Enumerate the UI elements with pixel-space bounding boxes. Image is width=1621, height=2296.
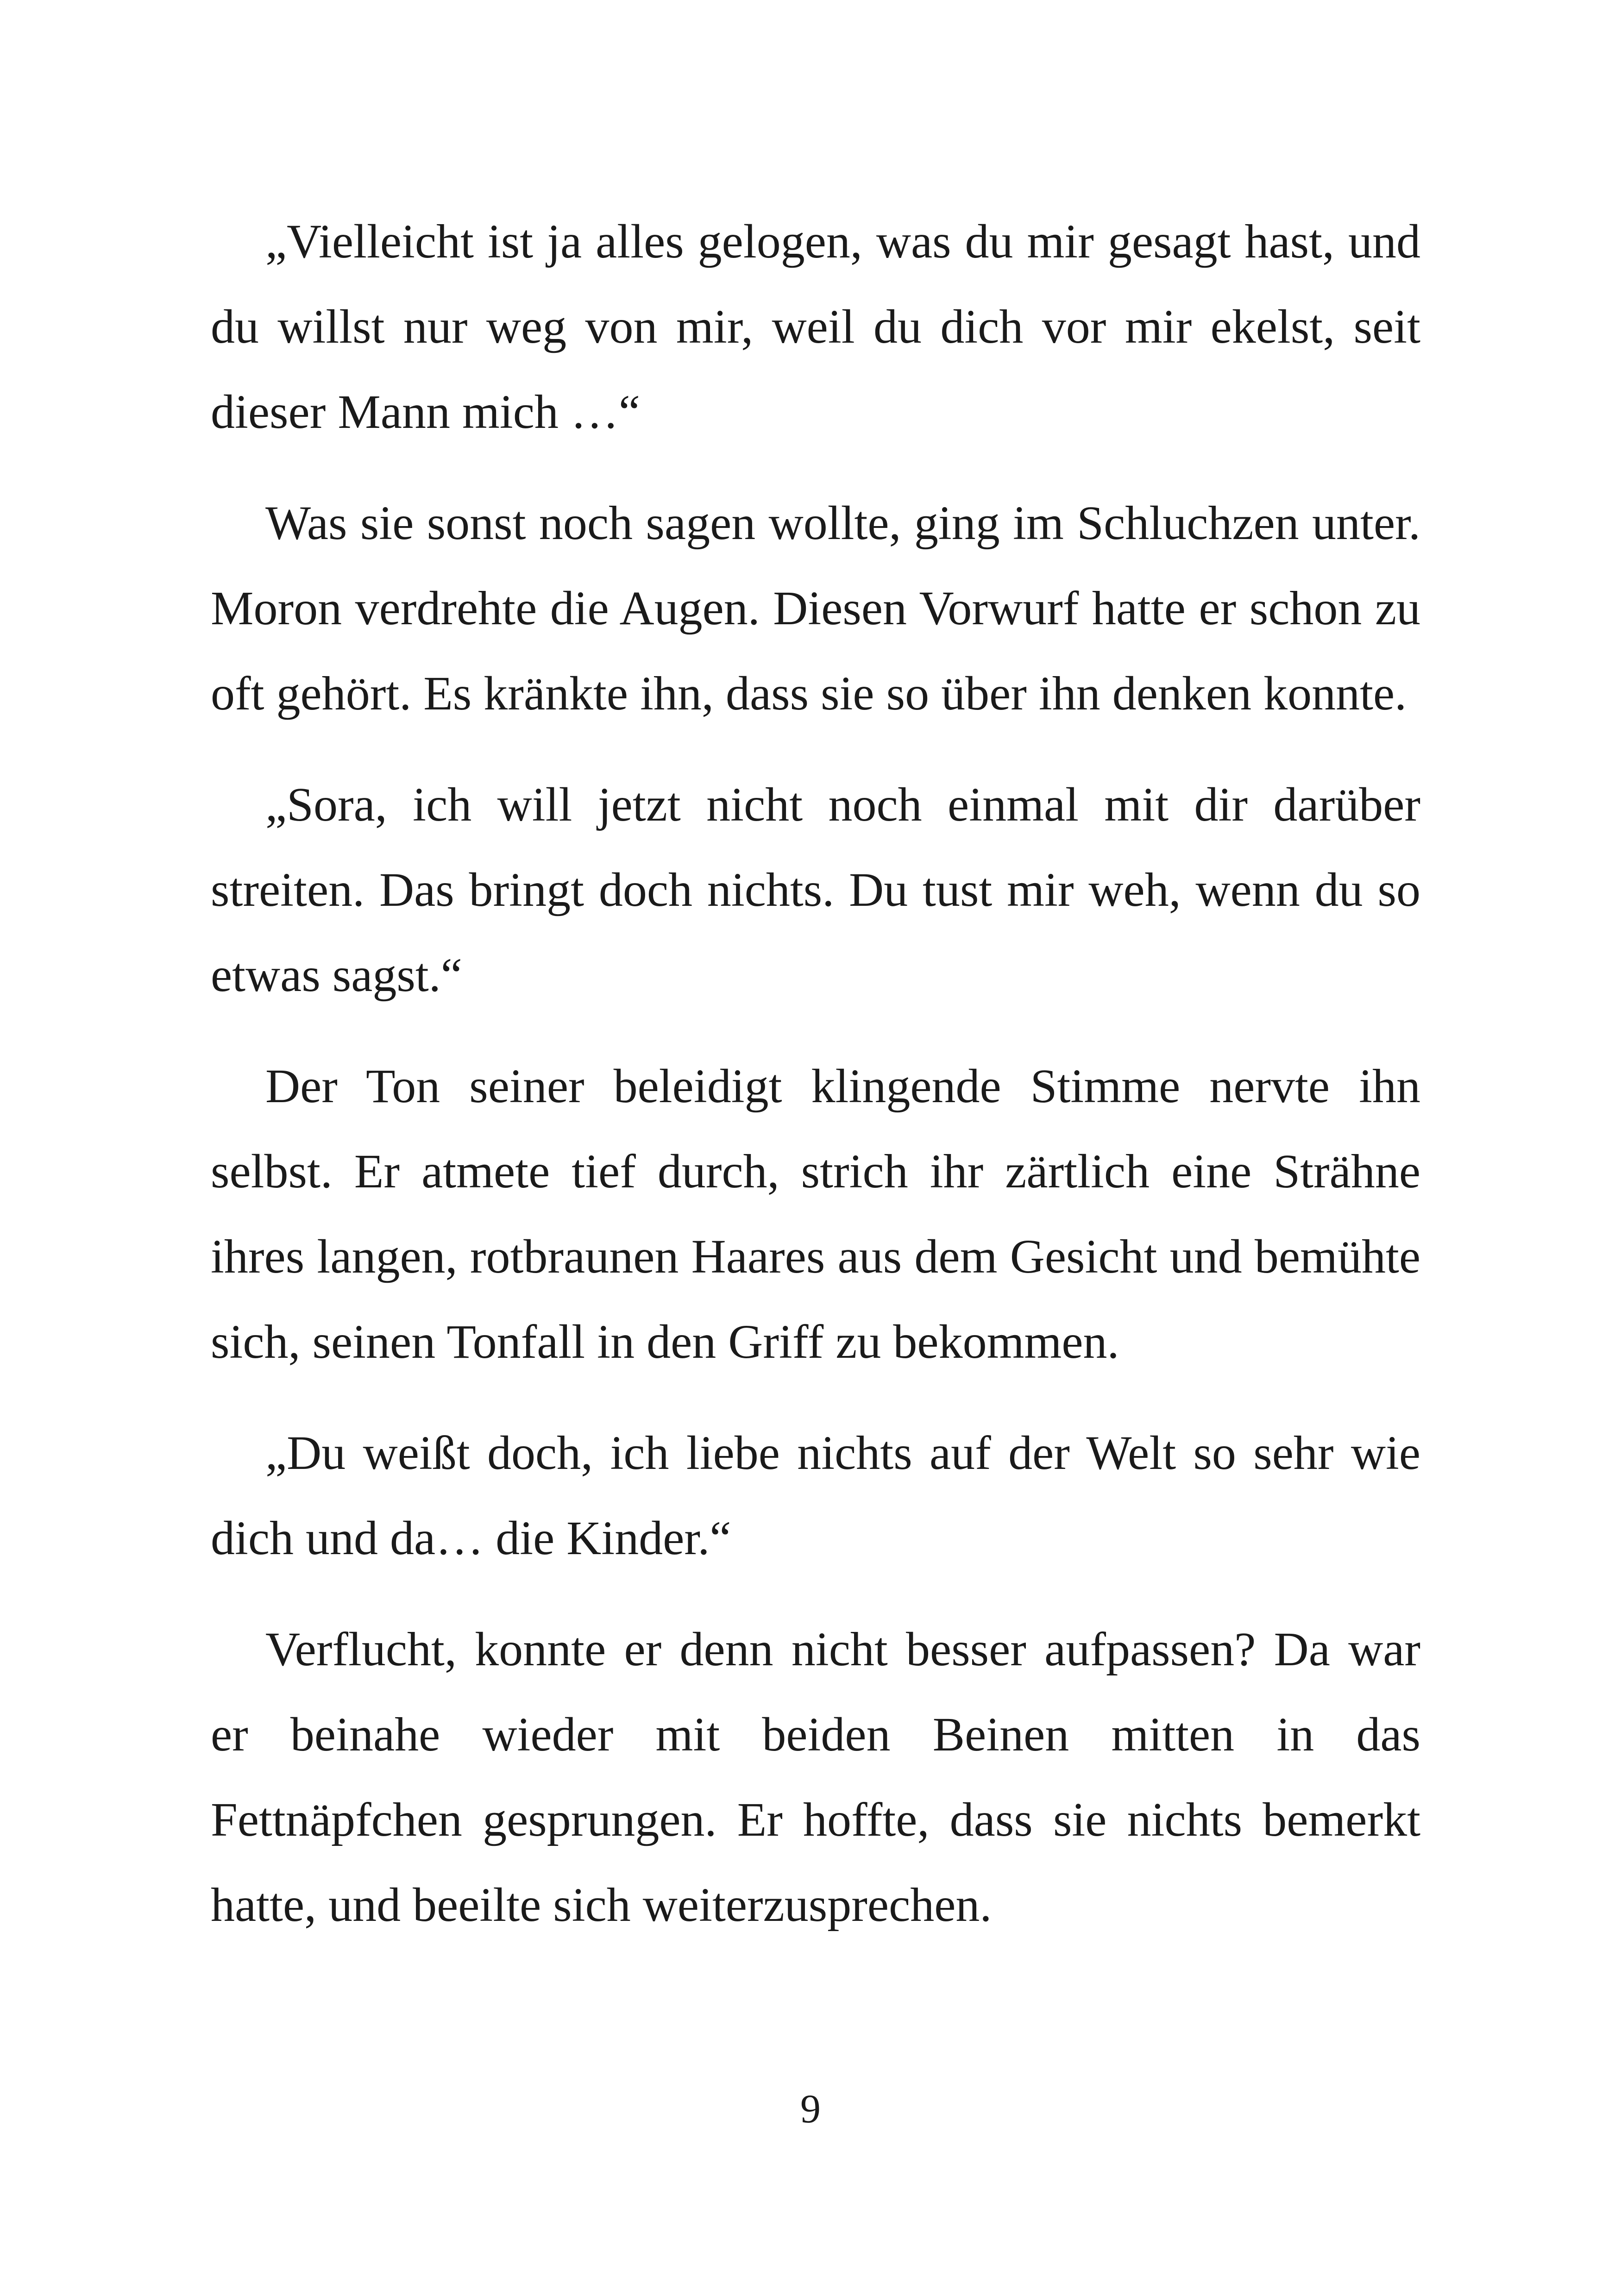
paragraph-3: „Sora, ich will jetzt nicht noch einmal mit dir darüber streiten. Das bringt doch nichts. Du tust mir weh, wenn du so etwas sagst.“ <box>211 778 1420 1002</box>
paragraph-6: Verflucht, konnte er denn nicht besser aufpassen? Da war er beinahe wieder mit beiden Beinen mitten in das Fettnäpfchen gesprungen. Er hoffte, dass sie nichts bemerkt hatte, und beeilte sich weiterzusprechen. <box>211 1623 1420 1932</box>
paragraph-2: Was sie sonst noch sagen wollte, ging im Schluchzen unter. Moron verdrehte die Augen. Diesen Vorwurf hatte er schon zu oft gehört. Es kränkte ihn, dass sie so über ihn denken konnte. <box>211 496 1420 720</box>
paragraph-1: „Vielleicht ist ja alles gelogen, was du mir gesagt hast, und du willst nur weg von mir, weil du dich vor mir ekelst, seit dieser Mann mich …“ <box>211 215 1420 439</box>
body-text <box>211 199 1420 1974</box>
paragraph-5: „Du weißt doch, ich liebe nichts auf der Welt so sehr wie dich und da… die Kinder.“ <box>211 1426 1420 1565</box>
paragraph-4: Der Ton seiner beleidigt klingende Stimme nervte ihn selbst. Er atmete tief durch, strich ihr zärtlich eine Strähne ihres langen, rotbraunen Haares aus dem Gesicht und bemühte sich, seinen Tonfall in den Griff zu bekommen. <box>211 1060 1420 1368</box>
page-number: 9 <box>800 2087 821 2132</box>
